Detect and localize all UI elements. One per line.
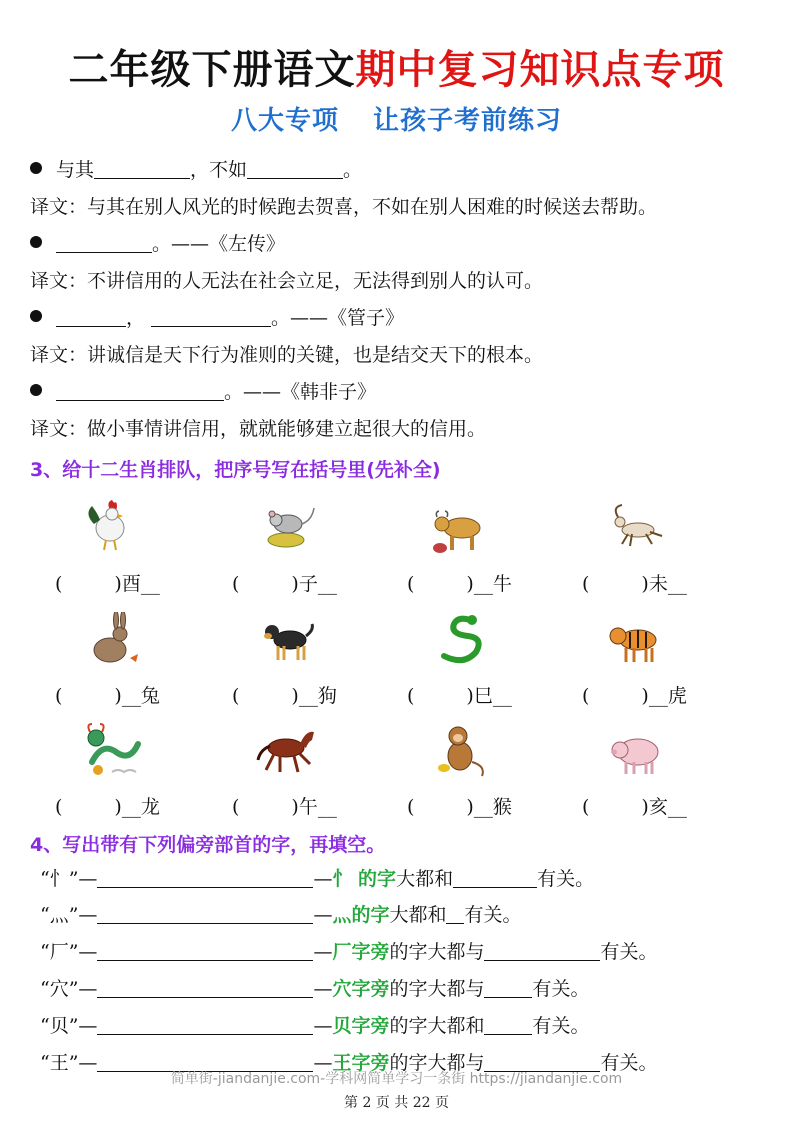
zodiac-label-rooster: ( )酉__ [55, 573, 160, 595]
snake-icon [430, 612, 490, 668]
translation-4: 译文：做小事情讲信用，就就能够建立起很大的信用。 [30, 418, 487, 440]
horse-icon [256, 724, 316, 780]
bullet-icon [30, 384, 42, 396]
section-3-title: 3、给十二生肖排队，把序号写在括号里(先补全) [30, 459, 441, 481]
radical-row-huo: “灬”— —灬的字大都和 有关。 [40, 904, 522, 926]
page-title [0, 38, 793, 95]
answer-blank[interactable] [56, 232, 152, 253]
bullet-icon [30, 236, 42, 248]
watermark: 简单街-jiandanjie.com-学科网简单学习一条街 https://jiandanjie.com [170, 1071, 623, 1087]
bullet-icon [30, 310, 42, 322]
order-blank[interactable] [62, 573, 114, 593]
zodiac-label-rabbit: ( )__兔 [55, 685, 160, 707]
zodiac-label-horse: ( )午__ [232, 796, 337, 818]
order-blank[interactable] [589, 573, 641, 593]
answer-blank[interactable] [453, 867, 537, 888]
pig-icon [606, 724, 666, 780]
answer-blank[interactable] [56, 380, 224, 401]
dragon-icon [82, 722, 142, 778]
rabbit-icon [82, 612, 142, 668]
translation-2: 译文：不讲信用的人无法在社会立足，无法得到别人的认可。 [30, 270, 544, 292]
answer-blank[interactable] [484, 940, 600, 961]
zodiac-label-ox: ( )__牛 [407, 573, 512, 595]
tiger-icon [606, 614, 666, 670]
answer-blank[interactable] [97, 1014, 313, 1035]
translation-1: 译文：与其在别人风光的时候跑去贺喜，不如在别人困难的时候送去帮助。 [30, 196, 658, 218]
order-blank[interactable] [239, 796, 291, 816]
answer-blank[interactable] [247, 158, 343, 179]
page-subtitle [0, 100, 793, 137]
order-blank[interactable] [414, 573, 466, 593]
zodiac-label-rat: ( )子__ [232, 573, 337, 595]
rooster-icon [80, 498, 140, 554]
order-blank[interactable] [62, 685, 114, 705]
proverb-1: 与其 ，不如 。 [30, 157, 362, 183]
proverb-2: 。——《左传》 [30, 231, 285, 257]
zodiac-label-tiger: ( )__虎 [582, 685, 687, 707]
section-4-title: 4、写出带有下列偏旁部首的字，再填空。 [30, 834, 386, 856]
rat-icon [258, 500, 318, 556]
order-blank[interactable] [62, 796, 114, 816]
answer-blank[interactable] [94, 158, 190, 179]
radical-row-xin: “忄”— —忄 的字大都和 有关。 [40, 868, 595, 890]
order-blank[interactable] [239, 685, 291, 705]
answer-blank[interactable] [151, 306, 271, 327]
zodiac-label-goat: ( )未__ [582, 573, 687, 595]
order-blank[interactable] [589, 685, 641, 705]
title-red: 期中复习知识点专项 [355, 47, 725, 93]
bullet-icon [30, 162, 42, 174]
answer-blank[interactable] [97, 977, 313, 998]
translation-3: 译文：讲诚信是天下行为准则的关键，也是结交天下的根本。 [30, 344, 544, 366]
subtitle-b: 让孩子考前练习 [373, 106, 563, 136]
radical-row-wang: “王”— —王字旁的字大都与 有关。 [40, 1052, 658, 1074]
zodiac-label-pig: ( )亥__ [582, 796, 687, 818]
radical-row-chang: “厂”— —厂字旁的字大都与 有关。 [40, 941, 658, 963]
order-blank[interactable] [589, 796, 641, 816]
answer-blank[interactable] [97, 903, 313, 924]
monkey-icon [432, 722, 492, 778]
radical-row-bei: “贝”— —贝字旁的字大都和 有关。 [40, 1015, 590, 1037]
zodiac-label-dragon: ( )__龙 [55, 796, 160, 818]
zodiac-label-monkey: ( )__猴 [407, 796, 512, 818]
answer-blank[interactable] [56, 306, 126, 327]
answer-blank[interactable] [97, 867, 313, 888]
answer-blank[interactable] [446, 903, 464, 924]
radical-row-xue: “穴”— —穴字旁的字大都与 有关。 [40, 978, 590, 1000]
answer-blank[interactable] [484, 977, 532, 998]
title-black: 二年级下册语文 [68, 47, 356, 93]
goat-icon [606, 500, 666, 556]
zodiac-label-dog: ( )__狗 [232, 685, 337, 707]
dog-icon [258, 612, 318, 668]
order-blank[interactable] [239, 573, 291, 593]
proverb-4: 。——《韩非子》 [30, 379, 376, 405]
order-blank[interactable] [414, 796, 466, 816]
answer-blank[interactable] [484, 1014, 532, 1035]
zodiac-label-snake: ( )巳__ [407, 685, 512, 707]
ox-icon [428, 502, 488, 558]
order-blank[interactable] [414, 685, 466, 705]
page-number: 第 2 页 共 22 页 [344, 1095, 449, 1111]
answer-blank[interactable] [97, 940, 313, 961]
subtitle-a: 八大专项 [230, 106, 339, 136]
proverb-3: ， 。——《管子》 [30, 305, 404, 331]
